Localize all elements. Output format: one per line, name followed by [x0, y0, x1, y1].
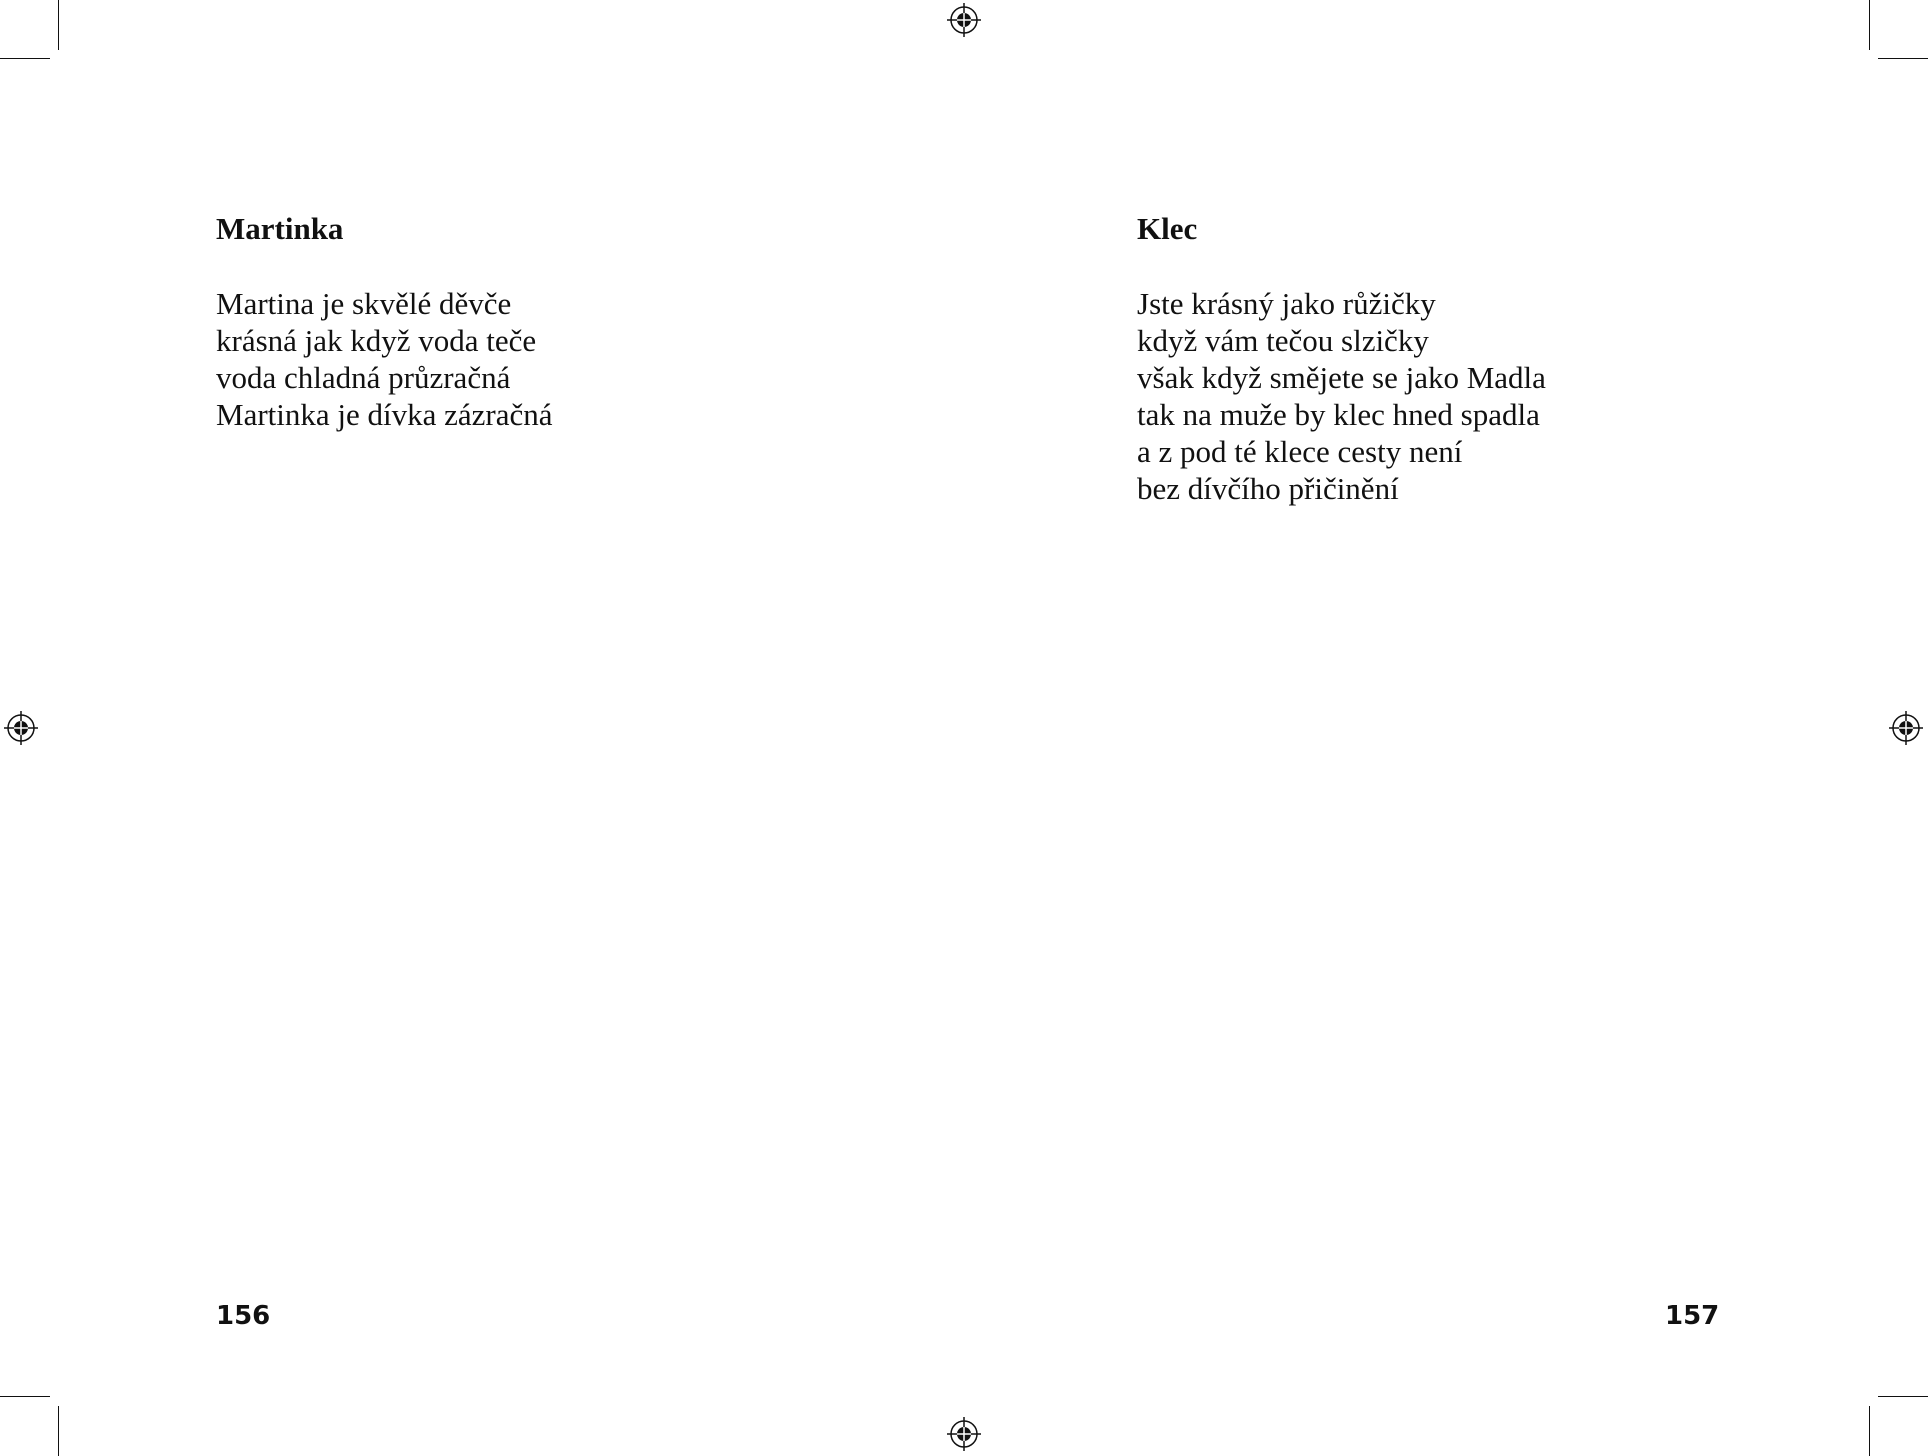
crop-mark [1869, 1406, 1870, 1456]
left-page [216, 0, 916, 1456]
poem-line: a z pod té klece cesty není [1137, 434, 1463, 469]
page-number: 156 [216, 1301, 271, 1331]
poem-line: voda chladná průzračná [216, 360, 511, 395]
poem-body [216, 285, 553, 433]
registration-mark-icon [4, 711, 38, 745]
registration-mark-icon [947, 3, 981, 37]
registration-mark-icon [947, 1417, 981, 1451]
crop-mark [1869, 0, 1870, 50]
poem-title: Martinka [216, 211, 344, 246]
crop-mark [58, 1406, 59, 1456]
poem-title: Klec [1137, 211, 1198, 246]
poem-line: krásná jak když voda teče [216, 323, 537, 358]
page-number: 157 [1665, 1301, 1720, 1331]
poem-line: Jste krásný jako růžičky [1137, 286, 1436, 321]
poem-line: Martinka je dívka zázračná [216, 397, 553, 432]
right-page [1137, 0, 1837, 1456]
poem-line: když vám tečou slzičky [1137, 323, 1429, 358]
poem-line: tak na muže by klec hned spadla [1137, 397, 1540, 432]
poem-line: však když smějete se jako Madla [1137, 360, 1546, 395]
crop-mark [1878, 1396, 1928, 1397]
crop-mark [0, 58, 50, 59]
registration-mark-icon [1889, 711, 1923, 745]
crop-mark [58, 0, 59, 50]
crop-mark [1878, 58, 1928, 59]
poem-line: Martina je skvělé děvče [216, 286, 512, 321]
poem-body [1137, 285, 1546, 507]
poem-line: bez dívčího přičinění [1137, 471, 1399, 506]
crop-mark [0, 1396, 50, 1397]
